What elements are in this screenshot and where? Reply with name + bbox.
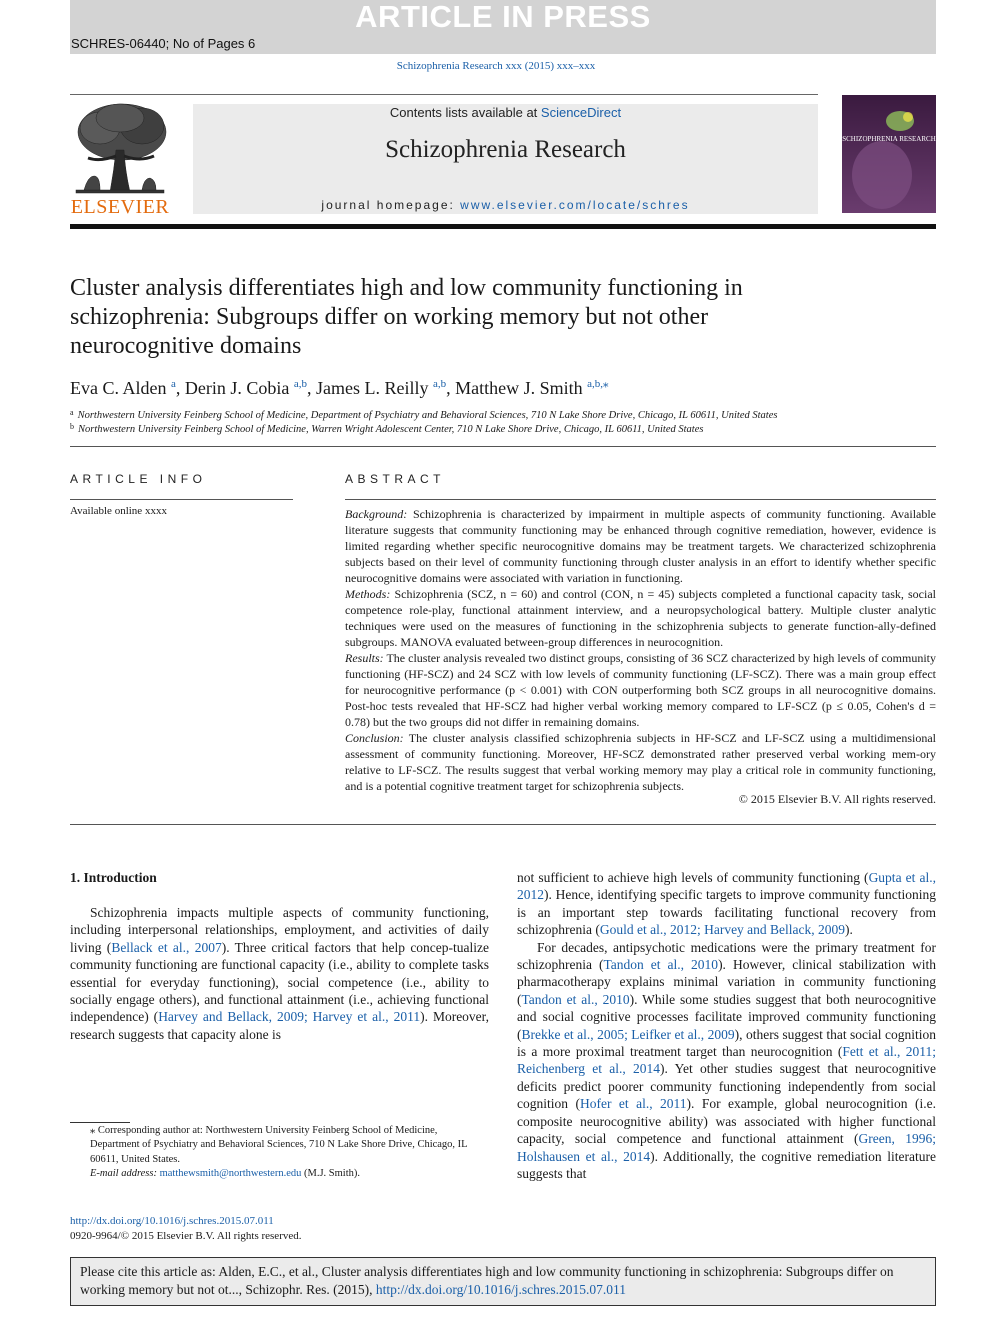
citation-doi-link[interactable]: http://dx.doi.org/10.1016/j.schres.2015.07.011: [375, 1281, 626, 1297]
citation-link[interactable]: Bellack et al., 2007: [111, 939, 222, 955]
author-affil-mark[interactable]: a,b: [293, 378, 308, 390]
manuscript-id: SCHRES-06440; No of Pages 6: [71, 36, 256, 51]
body-text: ), others suggest that social cognition is a more proximal treatment target than neurocognition (: [517, 1026, 936, 1060]
abstract-conclusion: [345, 730, 936, 794]
journal-homepage-line: [193, 198, 818, 212]
abstract-body: [345, 506, 936, 794]
body-text: ). Hence, identifying specific targets to improve community functioning is an important step towards facilitating functional recovery from schizophrenia (: [517, 887, 936, 938]
homepage-link[interactable]: www.elsevier.com/locate/schres: [460, 198, 690, 212]
abstract-heading: ABSTRACT: [345, 472, 446, 486]
available-online: Available online xxxx: [70, 505, 167, 517]
divider: [70, 499, 293, 500]
body-text: ). Three critical factors that help concep-tualize community functioning are functional capacity (i.e., ability to complete tasks essential for everyday functioning), social competence (i.e., ability to socially engage others), and functional attainment (i.e., achieving functional independence) (: [70, 939, 490, 1025]
abstract-label: Results:: [345, 651, 384, 665]
body-text: not sufficient to achieve high levels of community functioning (: [517, 870, 869, 885]
author-affil-mark[interactable]: a,b: [433, 378, 447, 390]
author-name[interactable]: James L. Reilly: [316, 378, 429, 398]
affil-mark: b: [70, 422, 74, 431]
email-suffix: (M.J. Smith).: [304, 1168, 361, 1180]
citation-link[interactable]: Harvey and Bellack, 2009; Harvey et al., 2011: [158, 1009, 421, 1025]
divider: [70, 824, 936, 825]
footnote-star: ⁎: [90, 1125, 96, 1136]
affiliation-b: [70, 420, 703, 437]
intro-paragraph: [517, 869, 936, 939]
body-text: Schizophrenia impacts multiple aspects of community functioning, including interpersonal relationships, employment, and activities of daily living (: [70, 905, 489, 955]
abstract-background: [345, 506, 936, 586]
article-info-heading: ARTICLE INFO: [70, 472, 207, 486]
elsevier-wordmark: ELSEVIER: [70, 196, 170, 218]
footnote-corresponding: [70, 1124, 489, 1167]
abstract-methods: [345, 586, 936, 650]
citation-link[interactable]: Hofer et al., 2011: [579, 1096, 687, 1112]
divider: [70, 446, 936, 447]
email-link[interactable]: matthewsmith@northwestern.edu: [159, 1168, 302, 1180]
abstract-label: Background:: [345, 507, 408, 521]
article-in-press-text: ARTICLE IN PRESS: [355, 0, 651, 34]
author-name[interactable]: Matthew J. Smith: [455, 378, 583, 398]
body-text: ). Yet other studies suggest that neurocognitive deficits predict poorer community functioning independently from social cognition (: [517, 1061, 936, 1112]
abstract-text: Schizophrenia is characterized by impairment in multiple aspects of community functioning. Available literature suggests that community functioning may be enhanced through cognitive remediation, however, evidence is limited regarding whether specific neurocognitive domains may be treatment targets. We characterized schizophrenia subjects based on their level of community functioning through cluster analysis in an effort to identify whether specific neurocognitive domains were associated with variation in functioning.: [345, 507, 937, 585]
email-label: E-mail address:: [90, 1168, 157, 1180]
affil-mark: a: [70, 408, 74, 417]
abstract-copyright: © 2015 Elsevier B.V. All rights reserved.: [738, 792, 936, 806]
contents-available-line: [193, 105, 818, 120]
affil-text: Northwestern University Feinberg School of Medicine, Warren Wright Adolescent Center, 710 N Lake Shore Drive, Chicago, IL 60611, United States: [78, 424, 704, 435]
affil-text: Northwestern University Feinberg School of Medicine, Department of Psychiatry and Behavioral Sciences, 710 N Lake Shore Drive, Chicago, IL 60611, United States: [77, 410, 778, 421]
homepage-prefix: journal homepage:: [321, 198, 461, 212]
contents-prefix: Contents lists available at: [389, 105, 541, 120]
corresponding-author-footnote: [70, 1124, 489, 1182]
abstract-text: Schizophrenia (SCZ, n = 60) and control (CON, n = 45) subjects completed a functional capacity task, social competence role-play, functional attainment interview, and a neuropsychological battery. Multiple cluster analytic techniques were used on the measures of functioning in the schizophrenia subjects to generate function-ally-defined subgroups. MANOVA evaluated between-group differences in neurocognition.: [345, 587, 936, 649]
body-text: ). Additionally, the cognitive remediation literature suggests that: [517, 1148, 936, 1181]
footnote-text: Corresponding author at: Northwestern University Feinberg School of Medicine, Department of Psychiatry and Behavioral Sciences, 710 N Lake Shore Drive, Chicago, IL 60611, United States.: [90, 1125, 468, 1165]
footnote-email: [70, 1167, 489, 1181]
citation-body: Please cite this article as: Alden, E.C., et al., Cluster analysis differentiates high and low community functioning in schizophrenia: Subgroups differ on working memory but not ot..., Schizophr. Res. (2015),: [80, 1264, 894, 1297]
abstract-label: Methods:: [345, 587, 391, 601]
author-list: Eva C. Alden $^a$, Derin J. Cobia $^{a,b}$, James L. Reilly $^{a,b}$, Matthew J. Smith $^{a,b,⁎}$: [70, 378, 609, 398]
doi-link[interactable]: http://dx.doi.org/10.1016/j.schres.2015.07.011: [70, 1215, 274, 1227]
author-affil-mark[interactable]: a,b,⁎: [587, 378, 609, 390]
body-text: ). Moreover, research suggests that capacity alone is: [70, 1009, 490, 1042]
divider: [345, 499, 936, 500]
header-top-rule: [70, 94, 818, 95]
citation-link[interactable]: Fett et al., 2011; Reichenberg et al., 2014: [517, 1044, 936, 1077]
issn-line: 0920-9964/© 2015 Elsevier B.V. All rights reserved.: [70, 1230, 302, 1242]
article-title: Cluster analysis differentiates high and low community functioning in schizophrenia: Subgroups differ on working memory but not other neurocognitive domains: [70, 275, 743, 359]
author-affil-mark[interactable]: a: [171, 378, 176, 390]
intro-left-column: [70, 904, 489, 1043]
citation-link[interactable]: Gould et al., 2012; Harvey and Bellack, 2009: [599, 922, 846, 938]
cover-title: SCHIZOPHRENIA RESEARCH: [842, 135, 936, 143]
header-thick-rule: [70, 224, 936, 229]
body-text: ). However, clinical stabilization with pharmacotherapy explains minimal variation in community functioning (: [517, 957, 937, 1007]
body-text: ). For example, global neurocognition (i.e. composite neurocognitive ability) was associated with higher functional capacity, social competence and functional attainment (: [517, 1096, 936, 1147]
body-text: ).: [845, 922, 853, 938]
footnote-rule: [70, 1122, 130, 1123]
journal-title: Schizophrenia Research: [385, 136, 626, 163]
sciencedirect-link[interactable]: ScienceDirect: [540, 105, 622, 120]
abstract-label: Conclusion:: [345, 731, 404, 745]
author-name[interactable]: Derin J. Cobia: [184, 378, 290, 398]
citation-link[interactable]: Tandon et al., 2010: [603, 957, 719, 973]
citation-link[interactable]: Brekke et al., 2005; Leifker et al., 2009: [521, 1026, 735, 1042]
author-name[interactable]: Eva C. Alden: [70, 378, 167, 398]
abstract-text: The cluster analysis revealed two distinct groups, consisting of 36 SCZ characterized by high levels of community functioning (HF-SCZ) and 24 SCZ with low levels of community functioning (LF-SCZ). There was a main group effect for neurocognitive performance (p < 0.001) with CON outperforming both SCZ groups in all neurocognitive domains. Post-hoc tests revealed that HF-SCZ had higher verbal working memory compared to LF-SCZ (p ≤ 0.05, Cohen's d = 0.78) but the two groups did not differ in remaining domains.: [345, 651, 937, 729]
abstract-results: [345, 650, 936, 730]
citation-text: [80, 1263, 930, 1298]
abstract-text: The cluster analysis classified schizophrenia subjects in HF-SCZ and LF-SCZ using a multidimensional assessment of community functioning. Moreover, HF-SCZ demonstrated rather preserved verbal working mem-ory relative to LF-SCZ. The results suggest that verbal working memory may play a critical role in community functioning, and is a potential cognitive treatment target for schizophrenia subjects.: [345, 731, 936, 793]
citation-link[interactable]: Gupta et al., 2012: [517, 870, 936, 903]
journal-cover-image[interactable]: [842, 95, 936, 213]
citation-link[interactable]: Tandon et al., 2010: [521, 991, 630, 1007]
intro-right-column: [517, 869, 936, 1182]
body-text: For decades, antipsychotic medications were the primary treatment for schizophrenia (: [517, 939, 936, 973]
introduction-heading: 1. Introduction: [70, 870, 157, 885]
body-text: ). While some studies suggest that both neurocognitive and social cognitive processes facilitate improved community functioning (: [517, 991, 937, 1042]
citation-link[interactable]: Green, 1996; Holshausen et al., 2014: [517, 1131, 936, 1164]
intro-paragraph: [517, 939, 936, 1183]
journal-reference-link[interactable]: Schizophrenia Research xxx (2015) xxx–xxx: [396, 60, 596, 72]
